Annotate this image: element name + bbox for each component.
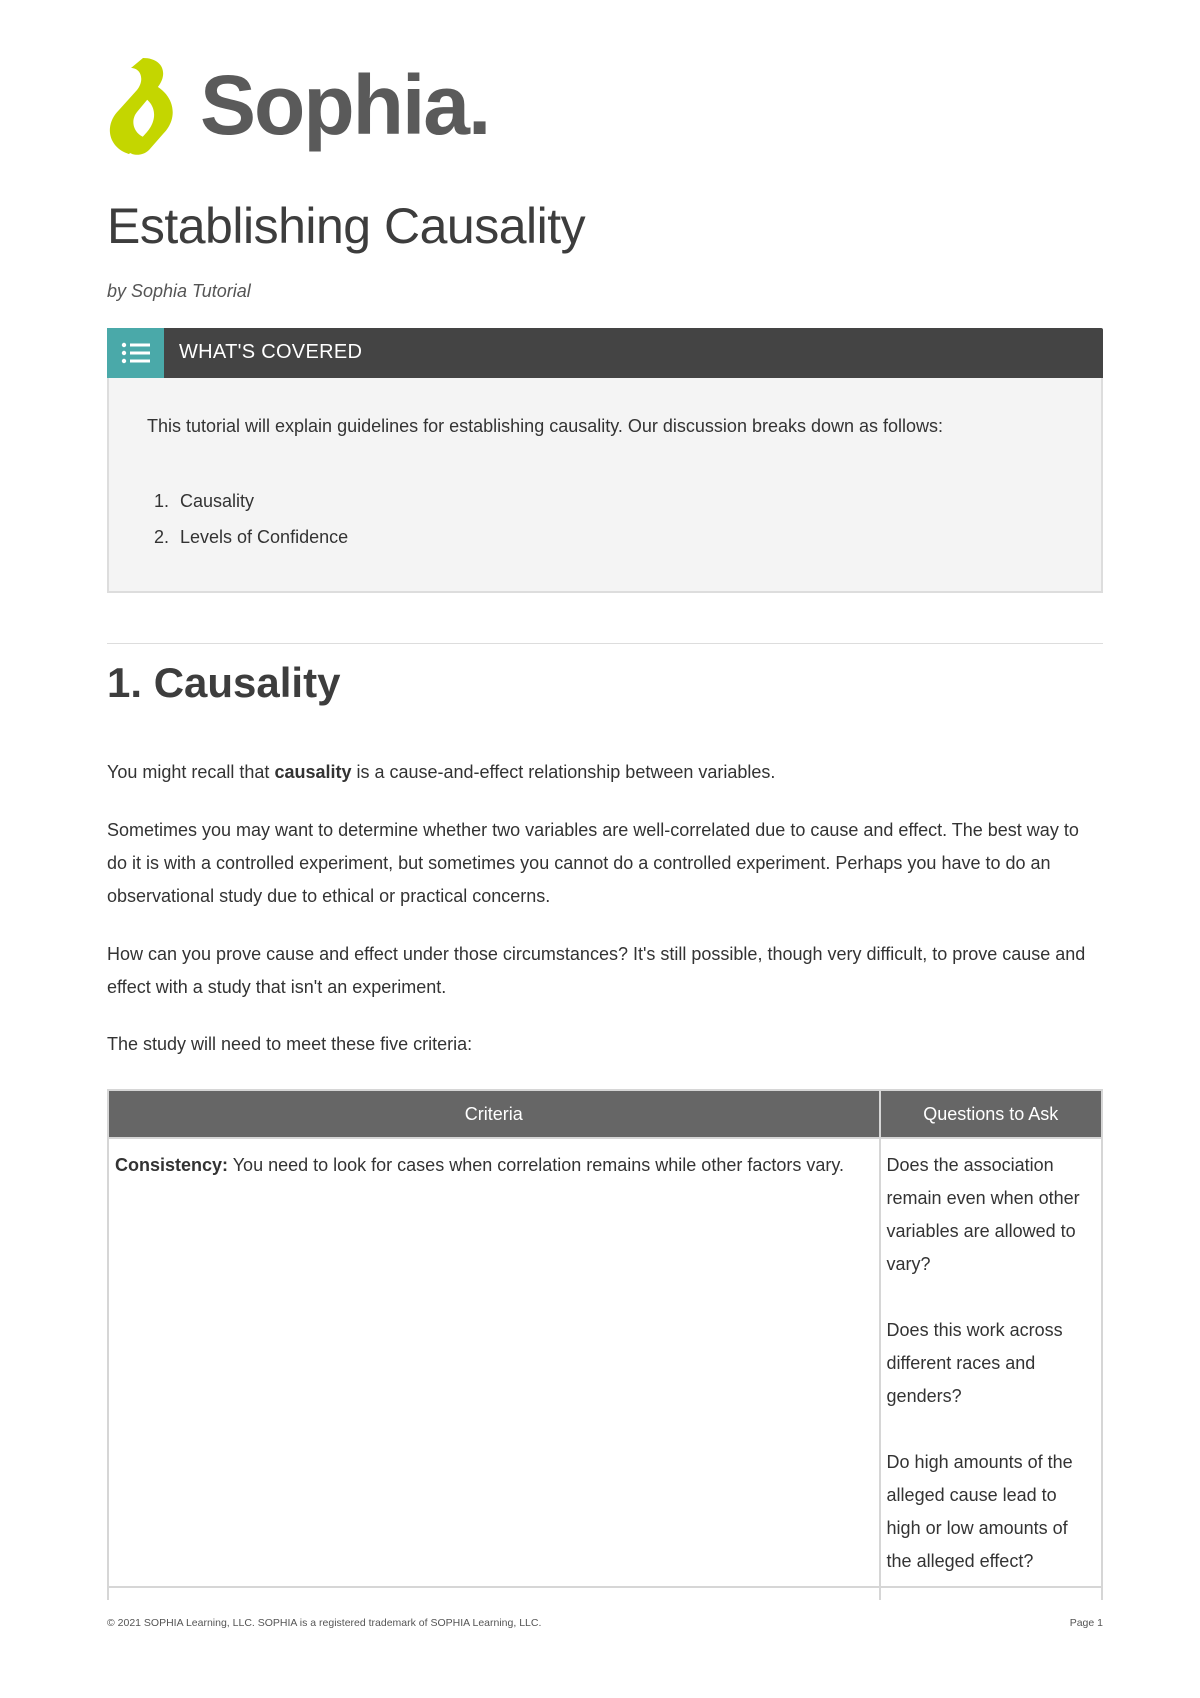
paragraph-causality-definition (107, 756, 1103, 789)
criteria-cell (108, 1138, 880, 1587)
whats-covered-body (107, 378, 1103, 593)
whats-covered-header (107, 328, 1103, 378)
whats-covered-intro: This tutorial will explain guidelines for establishing causality. Our discussion breaks down as follows: (147, 416, 944, 436)
whats-covered-box (107, 328, 1103, 593)
section-heading: 1. Causality (107, 659, 341, 706)
footer-copyright: © 2021 SOPHIA Learning, LLC. SOPHIA is a registered trademark of SOPHIA Learning, LLC. (107, 1617, 542, 1629)
paragraph-text: You might recall that (107, 762, 275, 782)
question-text: Does this work across different races and genders? (886, 1320, 1063, 1406)
whats-covered-label: WHAT'S COVERED (179, 341, 363, 363)
list-item-number: 2. (154, 527, 170, 547)
list-item (154, 483, 348, 519)
list-icon (107, 328, 164, 378)
criteria-table (107, 1089, 1103, 1600)
questions-cell (880, 1138, 1102, 1587)
section-divider (107, 643, 1103, 644)
table-cell (880, 1587, 1102, 1600)
list-item-text: Causality (180, 491, 255, 511)
column-header-criteria: Criteria (108, 1090, 880, 1138)
paragraph-text: is a cause-and-effect relationship between variables. (351, 762, 776, 782)
criteria-term: Consistency: (115, 1155, 229, 1175)
logo-wordmark (200, 60, 489, 150)
covered-topics-list (154, 483, 348, 555)
sophia-logo-mark-icon (107, 56, 179, 156)
sophia-logo (107, 52, 547, 162)
key-term: causality (274, 762, 352, 782)
column-header-questions: Questions to Ask (880, 1090, 1102, 1138)
question-text: Do high amounts of the alleged cause lead to high or low amounts of the alleged effect? (886, 1452, 1073, 1571)
list-item-text: Levels of Confidence (180, 527, 349, 547)
list-item (154, 519, 348, 555)
logo-dot: . (468, 58, 490, 152)
table-row-continued (108, 1587, 1102, 1600)
question-text: Does the association remain even when other variables are allowed to vary? (886, 1155, 1080, 1274)
table-cell (108, 1587, 880, 1600)
paragraph: Sometimes you may want to determine whether two variables are well-correlated due to cause and effect. The best way to do it is with a controlled experiment, but sometimes you cannot do a controlled experiment. Perhaps you have to do an observational study due to ethical or practical concerns. (107, 820, 1079, 906)
logo-word-text: Sophia (200, 58, 469, 152)
paragraph: The study will need to meet these five criteria: (107, 1034, 473, 1054)
criteria-description: You need to look for cases when correlation remains while other factors vary. (228, 1155, 845, 1175)
paragraph: How can you prove cause and effect under those circumstances? It's still possible, though very difficult, to prove cause and effect with a study that isn't an experiment. (107, 944, 1086, 997)
footer-page-number: Page 1 (1069, 1617, 1103, 1629)
list-item-number: 1. (154, 491, 170, 511)
table-header-row (108, 1090, 1102, 1138)
table-row (108, 1138, 1102, 1587)
byline: by Sophia Tutorial (107, 281, 251, 301)
page-title: Establishing Causality (107, 198, 586, 254)
